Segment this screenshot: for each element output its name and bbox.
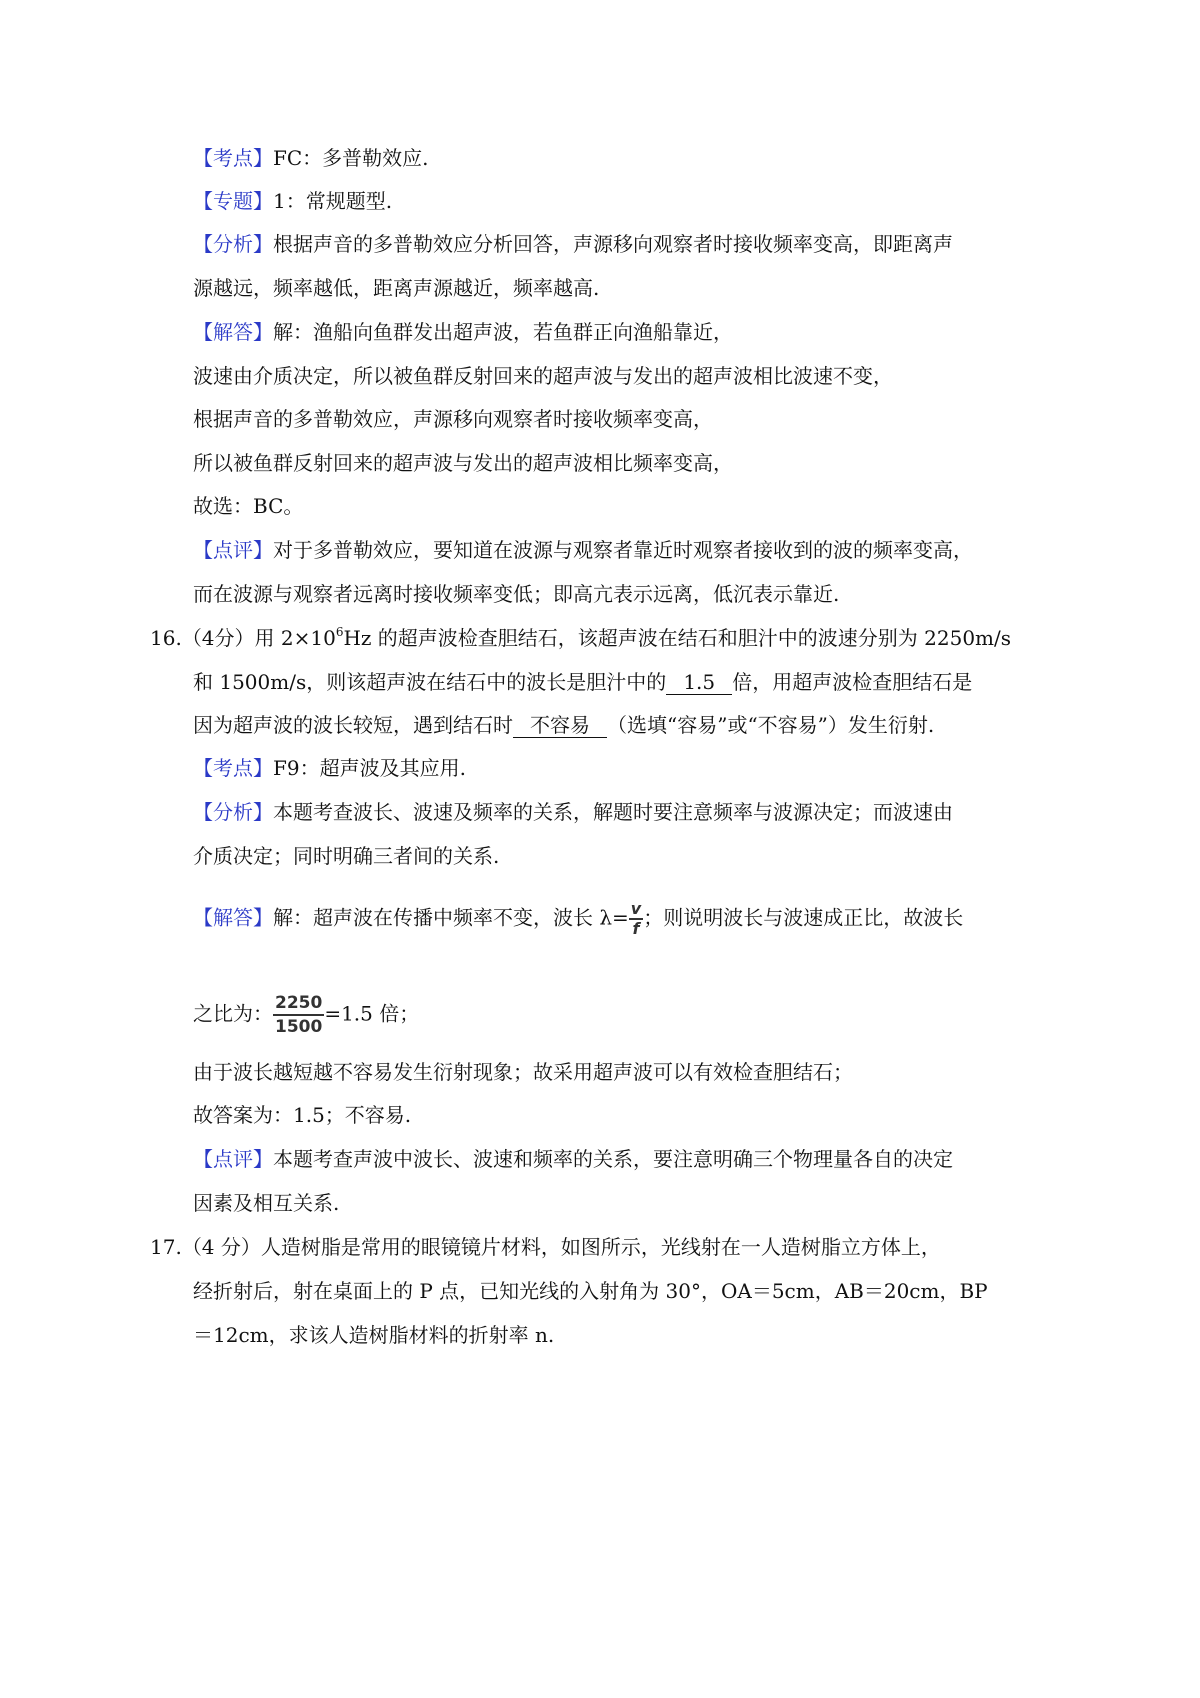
jieda-text: ；则说明波长与波速成正比，故波长 — [643, 905, 964, 930]
fraction-2250-over-1500 — [273, 992, 324, 1038]
kaodian-text: FC：多普勒效应. — [273, 146, 429, 170]
q15-jieda-line1 — [193, 318, 733, 346]
q15-jieda-line3: 根据声音的多普勒效应，声源移向观察者时接收频率变高， — [193, 407, 713, 431]
answer-blank-1: 1.5 — [666, 670, 732, 695]
jieda-text: 解：超声波在传播中频率不变，波长 λ= — [273, 905, 629, 930]
q16-dianping-line2: 因素及相互关系. — [193, 1191, 340, 1215]
kaodian-tag: 【考点】 — [193, 756, 273, 780]
jieda-text: 之比为： — [193, 1001, 273, 1026]
jieda-text: 解：渔船向鱼群发出超声波，若鱼群正向渔船靠近， — [273, 320, 733, 344]
q16-stem-line3 — [193, 711, 934, 739]
q15-jieda-line2: 波速由介质决定，所以被鱼群反射回来的超声波与发出的超声波相比波速不变， — [193, 364, 893, 388]
fraction-denominator: 1500 — [275, 1017, 323, 1037]
jieda-tag: 【解答】 — [193, 905, 273, 930]
dianping-tag: 【点评】 — [193, 1147, 273, 1171]
dianping-tag: 【点评】 — [193, 538, 273, 562]
dianping-text: 本题考查声波中波长、波速和频率的关系，要注意明确三个物理量各自的决定 — [273, 1147, 953, 1171]
q16-kaodian — [193, 754, 466, 782]
q16-dianping-line1 — [193, 1145, 953, 1173]
q16-fenxi-line1 — [193, 798, 953, 826]
q15-jieda-line4: 所以被鱼群反射回来的超声波与发出的超声波相比频率变高， — [193, 451, 733, 475]
stem-text: Hz 的超声波检查胆结石，该超声波在结石和胆汁中的波速分别为 2250m/s — [343, 626, 1012, 650]
q15-zhuanti — [193, 187, 392, 215]
fraction-numerator: v — [630, 899, 642, 918]
zhuanti-text: 1：常规题型. — [273, 189, 393, 213]
fraction-denominator: f — [632, 919, 640, 938]
q16-stem-line2 — [193, 668, 972, 696]
q16-jieda-line3: 由于波长越短越不容易发生衍射现象；故采用超声波可以有效检查胆结石； — [193, 1060, 853, 1084]
kaodian-text: F9：超声波及其应用. — [273, 756, 466, 780]
stem-text: （选填“容易”或“不容易”）发生衍射. — [607, 713, 935, 737]
q15-dianping-line2: 而在波源与观察者远离时接收频率变低；即高亢表示远离，低沉表示靠近. — [193, 582, 840, 606]
zhuanti-tag: 【专题】 — [193, 189, 273, 213]
q16-jieda-line1 — [193, 900, 963, 938]
stem-text: （4分）用 2×10 — [181, 626, 336, 650]
fenxi-tag: 【分析】 — [193, 232, 273, 256]
kaodian-tag: 【考点】 — [193, 146, 273, 170]
q15-kaodian — [193, 144, 429, 172]
q16-jieda-line2 — [193, 992, 419, 1038]
q16-fenxi-line2: 介质决定；同时明确三者间的关系. — [193, 844, 500, 868]
question-number: 17. — [150, 1235, 182, 1259]
fraction-numerator: 2250 — [273, 992, 324, 1016]
stem-text: （4 分）人造树脂是常用的眼镜镜片材料，如图所示，光线射在一人造树脂立方体上， — [181, 1235, 941, 1259]
q15-fenxi-line2: 源越远，频率越低，距离声源越近，频率越高. — [193, 276, 600, 300]
q17-stem-line3: ＝12cm，求该人造树脂材料的折射率 n. — [193, 1323, 555, 1347]
q16-stem-line1 — [150, 624, 1011, 652]
q15-dianping-line1 — [193, 536, 973, 564]
dianping-text: 对于多普勒效应，要知道在波源与观察者靠近时观察者接收到的波的频率变高， — [273, 538, 973, 562]
question-number: 16. — [150, 626, 182, 650]
stem-text: 因为超声波的波长较短，遇到结石时 — [193, 713, 513, 737]
answer-blank-2: 不容易 — [513, 713, 607, 738]
fenxi-text: 根据声音的多普勒效应分析回答，声源移向观察者时接收频率变高，即距离声 — [273, 232, 953, 256]
jieda-tag: 【解答】 — [193, 320, 273, 344]
fraction-v-over-f — [629, 900, 643, 938]
exponent: 6 — [335, 625, 344, 639]
fenxi-tag: 【分析】 — [193, 800, 273, 824]
q15-fenxi-line1 — [193, 230, 953, 258]
q16-jieda-line4: 故答案为：1.5；不容易. — [193, 1103, 412, 1127]
fenxi-text: 本题考查波长、波速及频率的关系，解题时要注意频率与波源决定；而波速由 — [273, 800, 953, 824]
stem-text: 和 1500m/s，则该超声波在结石中的波长是胆汁中的 — [193, 670, 667, 694]
stem-text: 倍，用超声波检查胆结石是 — [732, 670, 973, 694]
q17-stem-line1 — [150, 1233, 941, 1261]
jieda-text: =1.5 倍； — [324, 1001, 420, 1026]
q17-stem-line2: 经折射后，射在桌面上的 P 点，已知光线的入射角为 30°，OA＝5cm，AB＝20cm，BP — [193, 1279, 988, 1303]
q15-jieda-line5: 故选：BC。 — [193, 494, 304, 518]
